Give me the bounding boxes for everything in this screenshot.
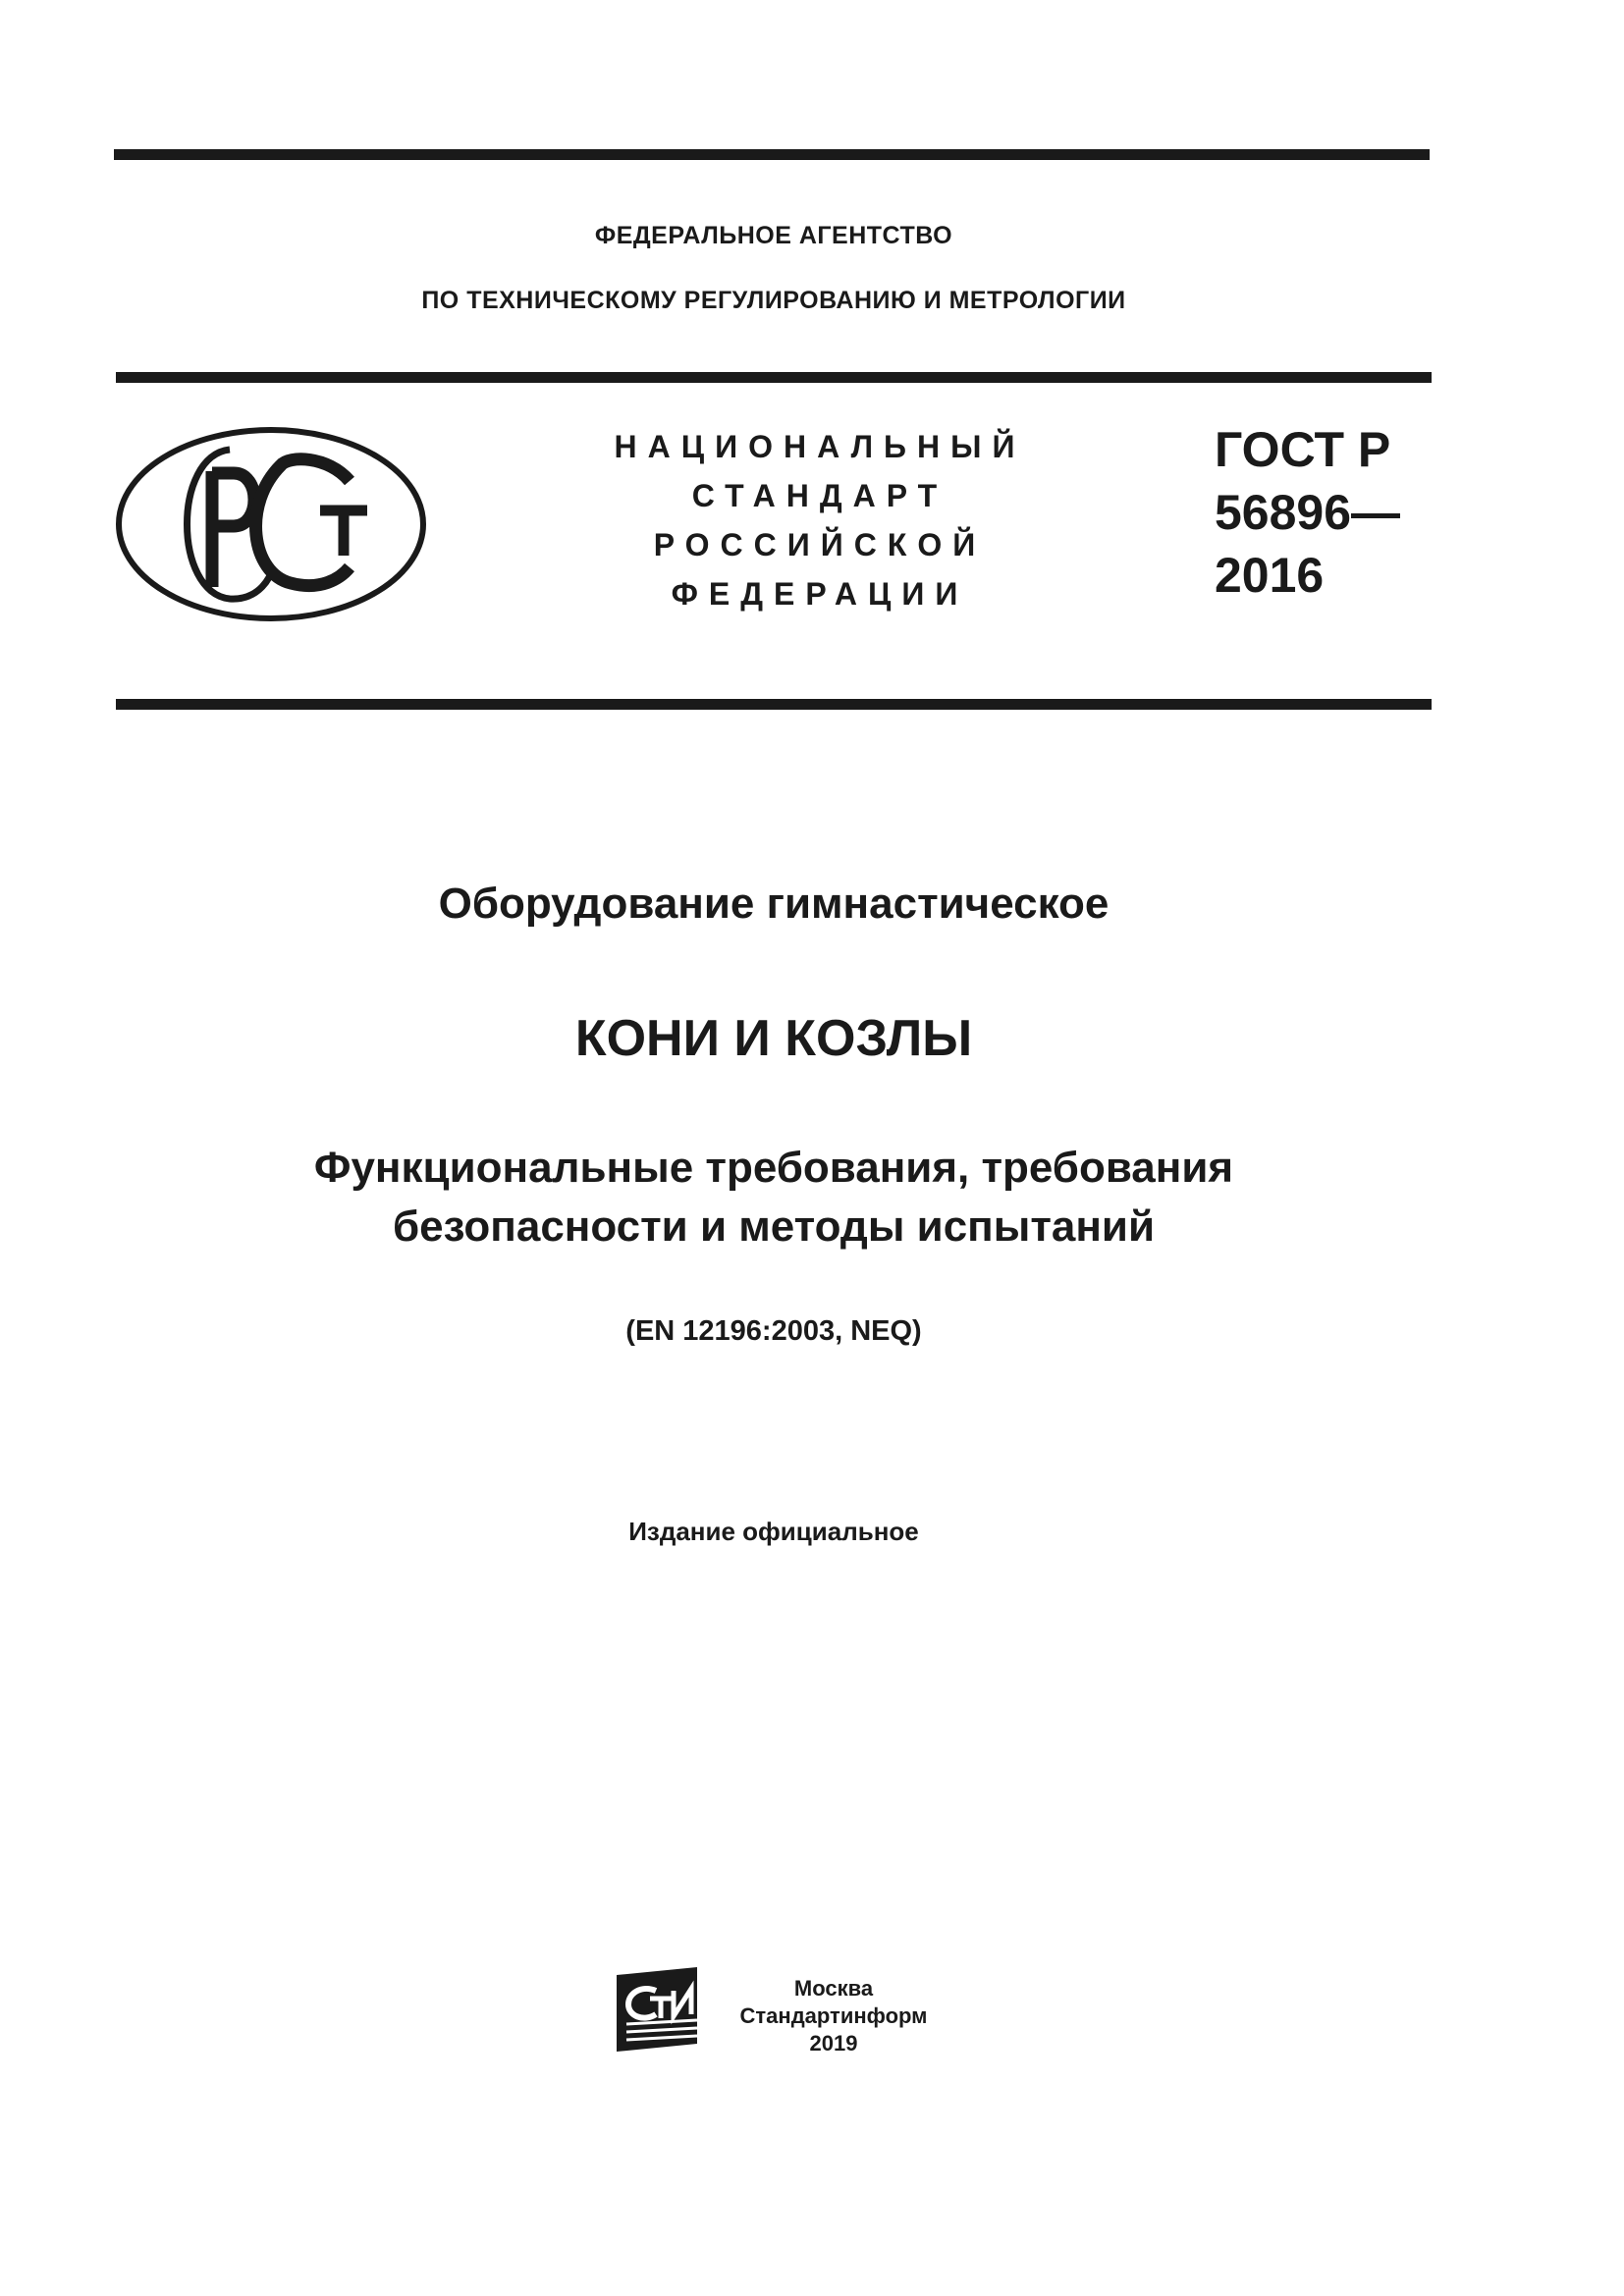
publisher-year: 2019 bbox=[809, 2031, 858, 2056]
gost-line: 56896— bbox=[1215, 485, 1401, 540]
rst-logo-icon bbox=[114, 426, 428, 622]
gost-designation bbox=[1215, 418, 1400, 607]
middle-rule bbox=[116, 372, 1432, 383]
top-rule bbox=[114, 149, 1430, 160]
document-title-scope bbox=[0, 1139, 1547, 1256]
document-title-subject: КОНИ И КОЗЛЫ bbox=[574, 1010, 973, 1067]
national-standard-line: ФЕДЕРАЦИИ bbox=[671, 576, 969, 612]
national-standard-line: РОССИЙСКОЙ bbox=[653, 527, 987, 562]
bottom-rule bbox=[116, 699, 1432, 710]
national-standard-label bbox=[599, 422, 1041, 618]
standartinform-logo-icon bbox=[613, 1965, 707, 2054]
publisher-text bbox=[721, 1975, 947, 2057]
publisher-name: Стандартинформ bbox=[739, 2003, 928, 2028]
gost-line: ГОСТ Р bbox=[1215, 422, 1391, 477]
edition-label: Издание официальное bbox=[628, 1517, 919, 1546]
document-title-main: Оборудование гимнастическое bbox=[438, 880, 1110, 928]
publisher-city: Москва bbox=[793, 1976, 874, 2001]
gost-line: 2016 bbox=[1215, 548, 1325, 603]
publisher-block bbox=[613, 1965, 947, 2054]
document-title-scope-line: безопасности и методы испытаний bbox=[392, 1202, 1156, 1251]
agency-line-1: ФЕДЕРАЛЬНОЕ АГЕНТСТВО bbox=[594, 222, 953, 249]
national-standard-line: СТАНДАРТ bbox=[691, 478, 948, 513]
agency-line-2: ПО ТЕХНИЧЕСКОМУ РЕГУЛИРОВАНИЮ И МЕТРОЛОГИИ bbox=[421, 287, 1126, 314]
national-standard-line: НАЦИОНАЛЬНЫЙ bbox=[614, 429, 1026, 464]
document-title-scope-line: Функциональные требования, требования bbox=[313, 1144, 1234, 1192]
reference-standard: (EN 12196:2003, NEQ) bbox=[625, 1315, 922, 1347]
